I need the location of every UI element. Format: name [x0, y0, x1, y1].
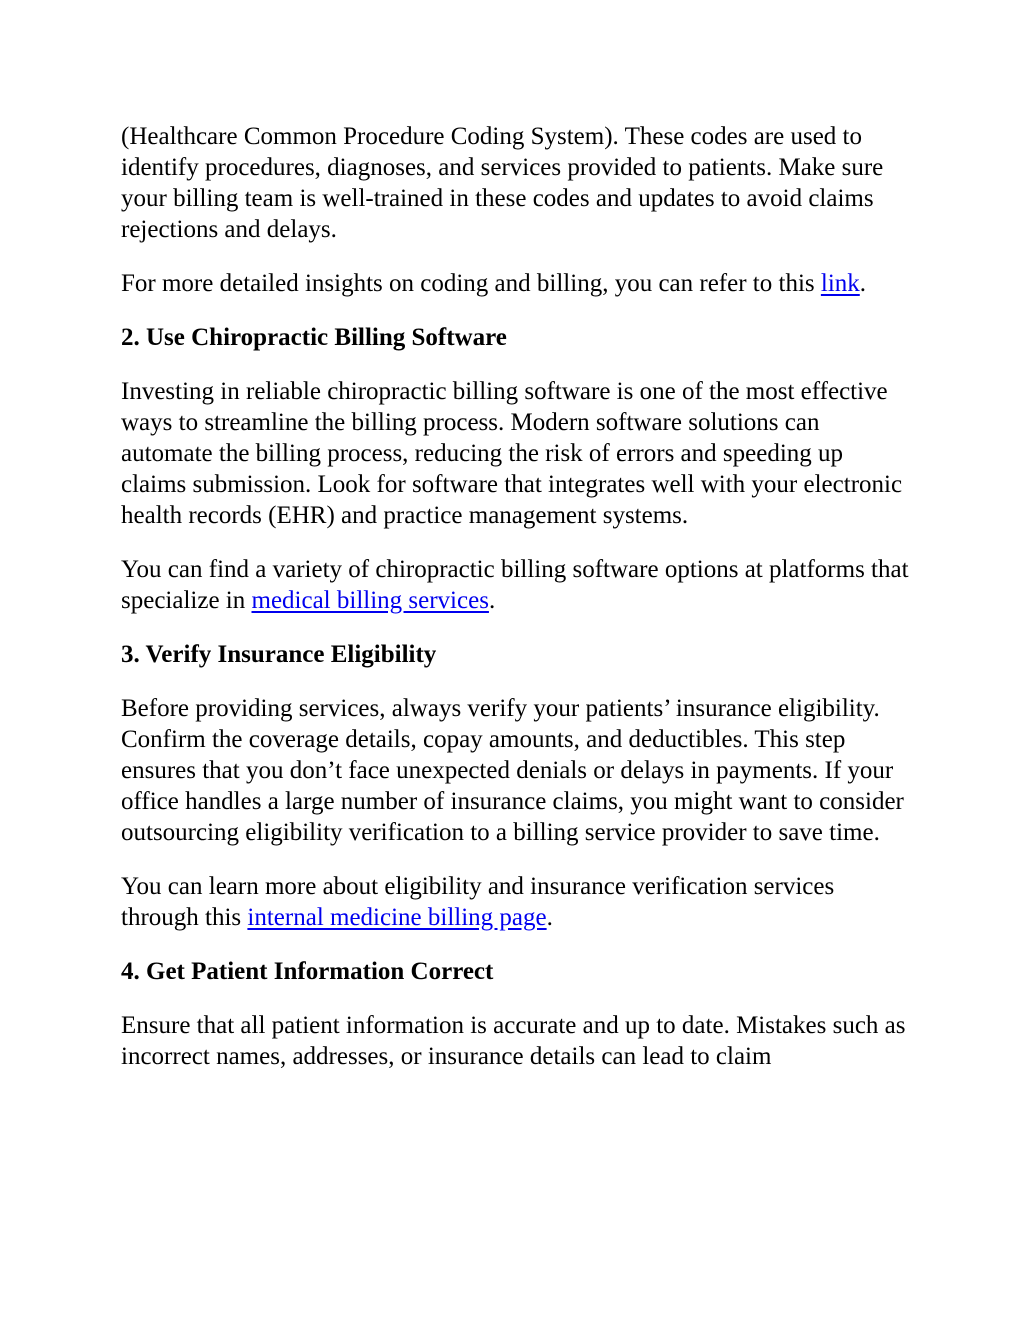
section-2-body: Investing in reliable chiropractic billing software is one of the most effective ways to streamline the billing process. Modern software solutions can automate the billing process, reducing the risk of errors and speeding up claims submission. Look for software that integrates well with your electronic health records (EHR) and practice management systems. [121, 378, 903, 529]
section-4-body: Ensure that all patient information is accurate and up to date. Mistakes such as incorrect names, addresses, or insurance details can lead to claim [121, 1012, 906, 1070]
section-2-link-period: . [488, 587, 496, 614]
internal-medicine-billing-link[interactable]: internal medicine billing page [247, 904, 547, 931]
insights-text: For more detailed insights on coding and billing, you can refer to this [121, 270, 821, 297]
section-3-link-period: . [546, 904, 553, 931]
section-2-link-paragraph [121, 554, 911, 616]
section-2-heading: 2. Use Chiropractic Billing Software [121, 324, 507, 351]
section-4-heading: 4. Get Patient Information Correct [121, 958, 494, 985]
insights-link[interactable]: link [820, 270, 860, 297]
intro-paragraph: (Healthcare Common Procedure Coding System). These codes are used to identify procedures, diagnoses, and services provided to patients. Make sure your billing team is well-trained in these codes and updates to avoid claims rejections and delays. [121, 123, 884, 243]
document-page [121, 121, 911, 1095]
section-3-heading: 3. Verify Insurance Eligibility [121, 641, 437, 668]
insights-paragraph [121, 268, 911, 299]
section-3-link-paragraph [121, 871, 911, 933]
section-2-link-text: You can find a variety of chiropractic billing software options at platforms that specialize in [121, 556, 909, 614]
insights-period: . [859, 270, 867, 297]
medical-billing-services-link[interactable]: medical billing services [251, 587, 489, 614]
section-3-link-text: You can learn more about eligibility and insurance verification services through this [121, 873, 835, 931]
section-3-body: Before providing services, always verify your patients’ insurance eligibility. Confirm the coverage details, copay amounts, and deductibles. This step ensures that you don’t face unexpected denials or delays in payments. If your office handles a large number of insurance claims, you might want to consider outsourcing eligibility verification to a billing service provider to save time. [121, 695, 904, 846]
